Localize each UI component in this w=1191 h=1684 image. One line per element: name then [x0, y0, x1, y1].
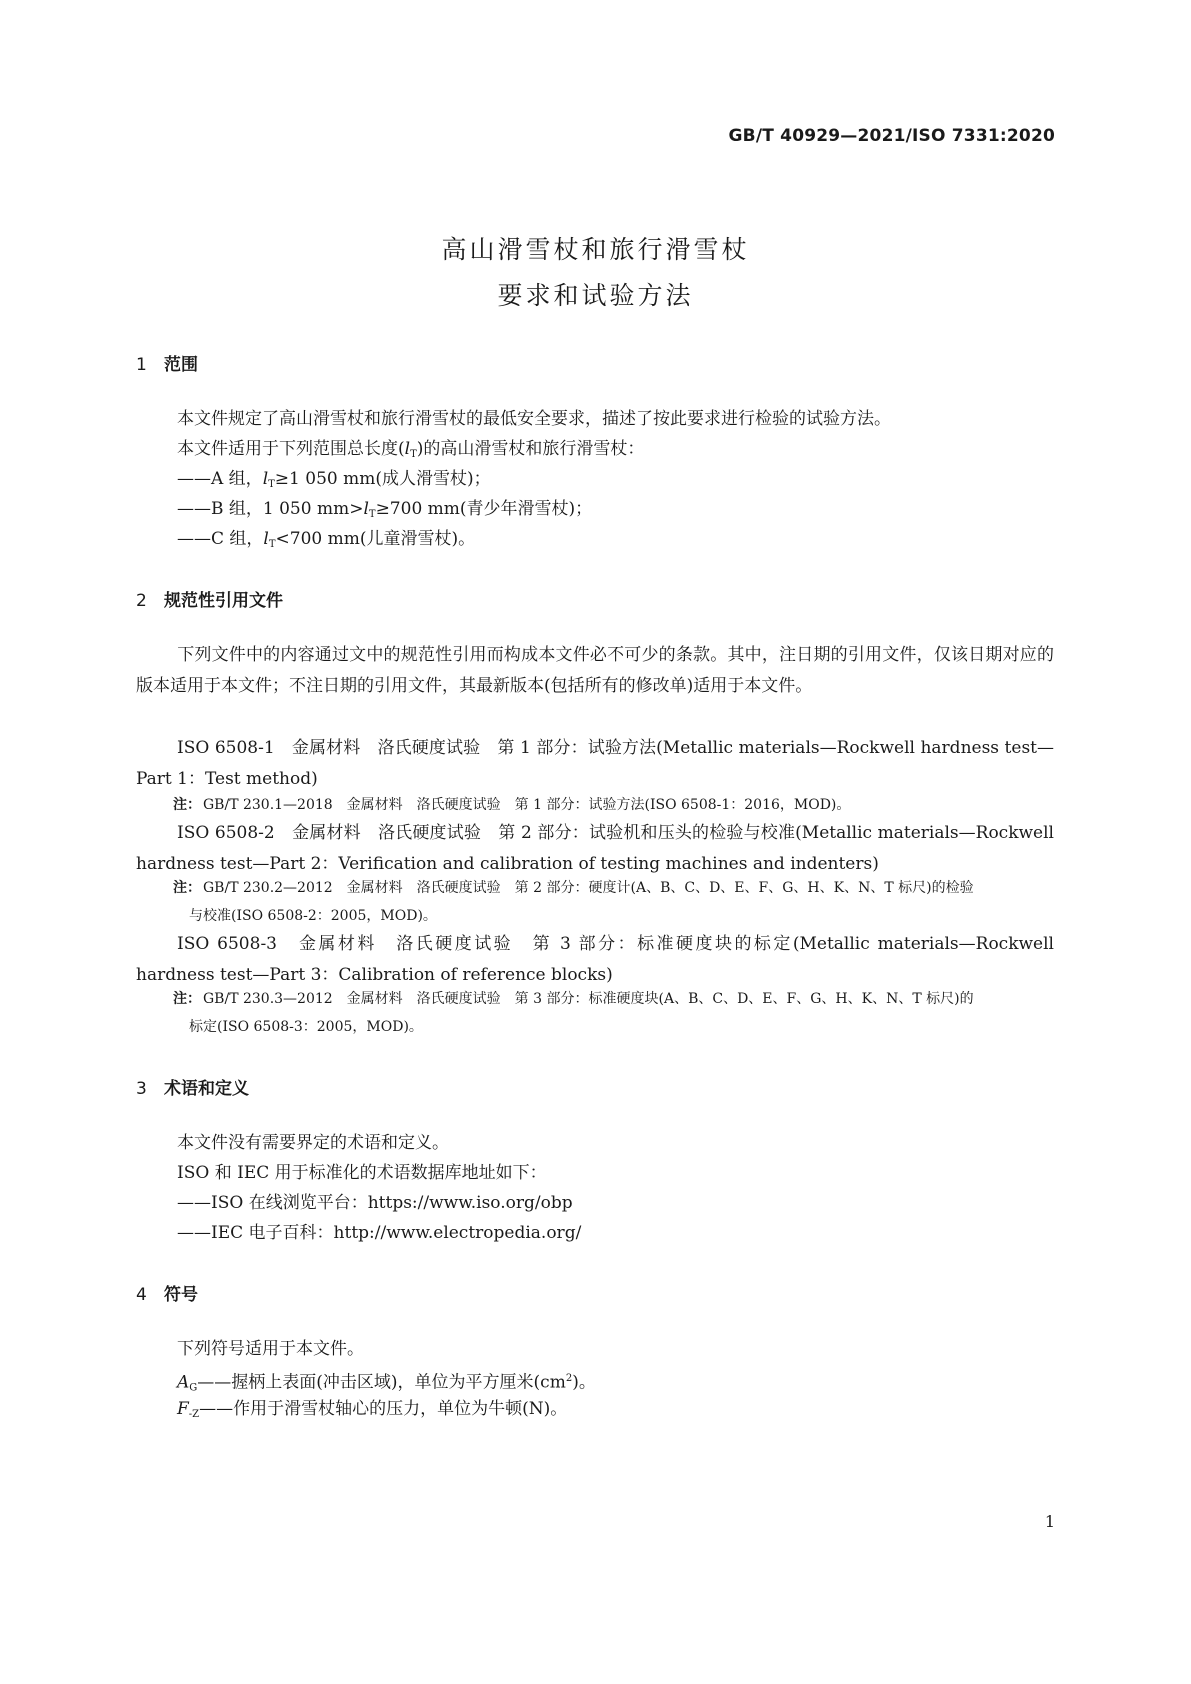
text-run: ——C 组， — [177, 529, 264, 549]
subscript-t: T — [268, 479, 275, 490]
page-number: 1 — [1044, 1512, 1055, 1531]
note-label: 注： — [173, 991, 201, 1007]
text-run: ≥700 mm(青少年滑雪杖)； — [375, 499, 593, 519]
text-run: <700 mm(儿童滑雪杖)。 — [275, 529, 476, 549]
section-title: 规范性引用文件 — [164, 591, 283, 611]
note-text-continued: 标定(ISO 6508-3：2005，MOD)。 — [189, 1019, 423, 1035]
note-text-continued: 与校准(ISO 6508-2：2005，MOD)。 — [189, 908, 437, 924]
text-run: ——作用于滑雪杖轴心的压力，单位为牛顿(N)。 — [199, 1399, 568, 1419]
text-run: ISO 6508-3 金属材料 洛氏硬度试验 第 3 部分：标准硬度块的标定(Metallic materials—Rockwell hardness test—Part 3：Calibration of reference blocks) — [136, 934, 1054, 985]
text-run: ——B 组，1 050 mm> — [177, 499, 364, 519]
reference-iso-6508-3 — [136, 929, 1054, 991]
note-text: GB/T 230.2—2012 金属材料 洛氏硬度试验 第 2 部分：硬度计(A、B、C、D、E、F、G、H、K、N、T 标尺)的检验 — [203, 880, 974, 896]
section-title: 范围 — [164, 355, 198, 375]
note-text: GB/T 230.3—2012 金属材料 洛氏硬度试验 第 3 部分：标准硬度块(A、B、C、D、E、F、G、H、K、N、T 标尺)的 — [203, 991, 974, 1007]
text-run: ISO 6508-1 金属材料 洛氏硬度试验 第 1 部分：试验方法(Metallic materials—Rockwell hardness test—Part 1：Test method) — [136, 738, 1054, 789]
subscript-t: T — [268, 539, 276, 550]
note-text: GB/T 230.1—2018 金属材料 洛氏硬度试验 第 1 部分：试验方法(ISO 6508-1：2016，MOD)。 — [203, 797, 851, 813]
text-run: )的高山滑雪杖和旅行滑雪杖： — [416, 439, 645, 459]
text-run: ——A 组， — [177, 469, 263, 489]
section-number: 3 — [136, 1079, 147, 1099]
document-title-line1: 高山滑雪杖和旅行滑雪杖 — [441, 235, 750, 264]
note-label: 注： — [173, 797, 201, 813]
paragraph: 本文件规定了高山滑雪杖和旅行滑雪杖的最低安全要求，描述了按此要求进行检验的试验方法。 — [177, 409, 891, 429]
symbol-l: l — [262, 469, 269, 489]
section-heading-scope — [136, 350, 198, 375]
superscript-2: 2 — [565, 1373, 573, 1384]
subscript-t: T — [410, 449, 417, 460]
symbol-l: l — [404, 439, 411, 459]
paragraph — [136, 640, 1054, 702]
paragraph: 下列符号适用于本文件。 — [177, 1339, 364, 1359]
note — [173, 985, 1054, 1041]
paragraph: ISO 和 IEC 用于标准化的术语数据库地址如下： — [177, 1163, 547, 1183]
symbol-f: F — [177, 1399, 189, 1419]
symbol-l: l — [363, 499, 369, 519]
list-item-iso-obp: ——ISO 在线浏览平台：https://www.iso.org/obp — [177, 1193, 573, 1213]
text-run: ≥1 050 mm(成人滑雪杖)； — [274, 469, 491, 489]
subscript-g: G — [189, 1382, 198, 1394]
note — [173, 791, 1054, 819]
list-item-group-c — [177, 524, 475, 560]
symbol-l: l — [263, 529, 269, 549]
section-heading-symbols — [136, 1280, 198, 1305]
text-run: ISO 6508-2 金属材料 洛氏硬度试验 第 2 部分：试验机和压头的检验与校准(Metallic materials—Rockwell hardness test—Part 2：Verification and calibration of testing machines and indenters) — [136, 823, 1054, 874]
text-run: 本文件适用于下列范围总长度( — [177, 439, 405, 459]
paragraph: 本文件没有需要界定的术语和定义。 — [177, 1133, 449, 1153]
note-label: 注： — [173, 880, 201, 896]
section-number: 2 — [136, 591, 147, 611]
section-heading-terms-definitions — [136, 1074, 249, 1099]
section-heading-normative-references — [136, 586, 283, 611]
note — [173, 874, 1054, 930]
section-number: 4 — [136, 1285, 147, 1305]
text-run: ——握柄上表面(冲击区域)，单位为平方厘米(cm — [197, 1372, 566, 1393]
standard-code: GB/T 40929—2021/ISO 7331:2020 — [728, 126, 1055, 146]
reference-iso-6508-1 — [136, 733, 1054, 795]
text-run: 下列文件中的内容通过文中的规范性引用而构成本文件必不可少的条款。其中，注日期的引用文件，仅该日期对应的版本适用于本文件；不注日期的引用文件，其最新版本(包括所有的修改单)适用于本文件。 — [136, 645, 1054, 696]
subscript-z: -Z — [188, 1409, 200, 1420]
section-number: 1 — [136, 355, 147, 375]
section-title: 术语和定义 — [164, 1079, 249, 1099]
reference-iso-6508-2 — [136, 818, 1054, 880]
document-title-line2: 要求和试验方法 — [497, 281, 694, 310]
subscript-t: T — [368, 509, 376, 520]
symbol-definition-fz — [177, 1394, 567, 1430]
text-run: )。 — [572, 1372, 596, 1393]
list-item-iec-electropedia: ——IEC 电子百科：http://www.electropedia.org/ — [177, 1223, 582, 1243]
symbol-a: A — [177, 1372, 190, 1393]
section-title: 符号 — [164, 1285, 198, 1305]
